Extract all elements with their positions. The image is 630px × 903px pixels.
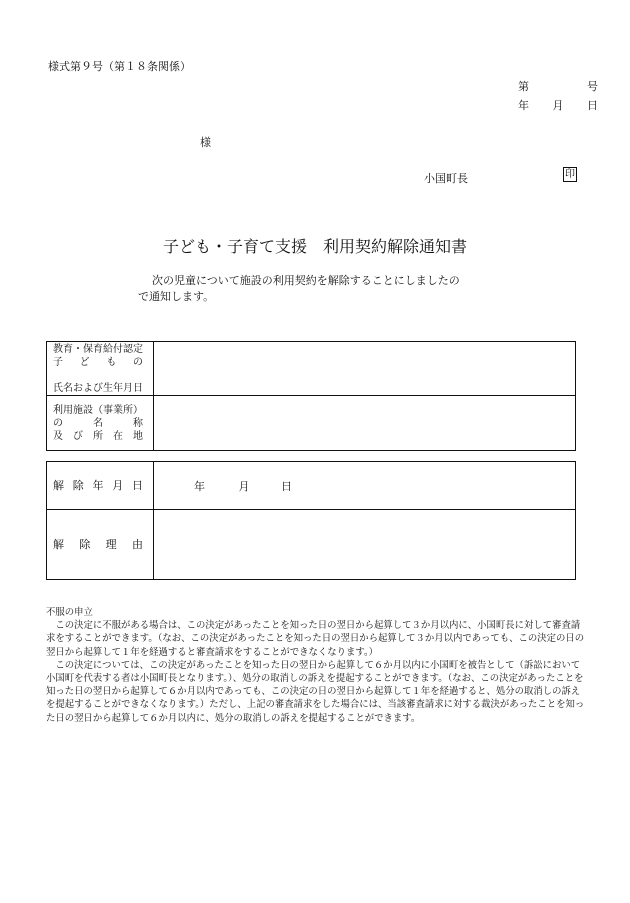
appeal-notice: [46, 606, 586, 725]
child-facility-table: [46, 341, 576, 451]
form-number: 様式第９号（第１８条関係）: [48, 60, 191, 73]
intro-line-1: 次の児童について施設の利用契約を解除することにしましたの: [152, 274, 460, 287]
intro-line-2: で通知します。: [138, 290, 215, 303]
document-title: 子ども・子育て支援 利用契約解除通知書: [162, 237, 467, 256]
cancel-date-label-cell: 解 除 年 月 日: [47, 462, 154, 510]
doc-no-label: 第: [518, 80, 529, 93]
issuer: 小国町長: [424, 172, 468, 185]
appeal-paragraph-2: この決定については、この決定があったことを知った日の翌日から起算して６か月以内に小国町を被告として（訴訟において小国町を代表する者は小国町長となります。）、処分の取消しの訴えを提起することができます。（なお、この決定があったことを知った日の翌日から起算して６か月以内であっても、この決定の日の翌日から起算して１年を経過すると、処分の取消しの訴えを提起することができなくなります。）ただし、上記の審査請求をした場合には、当該審査請求に対する裁決があったことを知った日の翌日から起算して６か月以内に、処分の取消しの訴えを提起することができます。: [46, 659, 585, 724]
cancel-month-unit: 月: [238, 479, 250, 493]
facility-label-line-1: 利用施設（事業所）: [53, 404, 143, 416]
child-label-line-2: 子 ど も の: [53, 356, 143, 368]
child-label-line-3: 氏名および生年月日: [53, 382, 143, 394]
appeal-paragraph-1: この決定に不服がある場合は、この決定があったことを知った日の翌日から起算して３か月以内に、小国町長に対して審査請求をすることができます。（なお、この決定があったことを知った日の翌日から起算して３か月以内であっても、この決定の日の翌日から起算して１年を経過すると審査請求をすることができなくなります。）: [46, 620, 585, 658]
document-number: [518, 78, 598, 94]
cancel-day-unit: 日: [281, 479, 292, 493]
document-date: [518, 97, 598, 113]
child-label-cell: [47, 342, 154, 396]
cancel-reason-field[interactable]: [154, 510, 576, 580]
cancel-date-field[interactable]: [154, 462, 576, 510]
cancel-year-unit: 年: [194, 479, 205, 493]
doc-no-suffix: 号: [587, 80, 598, 93]
appeal-heading: 不服の申立: [46, 607, 93, 618]
date-day: 日: [587, 99, 598, 112]
date-year: 年: [518, 99, 529, 112]
facility-name-address-field[interactable]: [154, 396, 576, 451]
date-month: 月: [552, 99, 564, 112]
child-name-birthdate-field[interactable]: [154, 342, 576, 396]
cancel-reason-label-cell: 解 除 理 由: [47, 510, 154, 580]
cancellation-table: [46, 461, 576, 580]
seal-mark: 印: [565, 169, 575, 180]
facility-label-line-2: の 名 称: [53, 417, 143, 429]
facility-label-cell: [47, 396, 154, 451]
facility-label-line-3: 及 び 所 在 地: [53, 430, 143, 442]
addressee-suffix: 様: [200, 136, 211, 149]
child-label-line-1: 教育・保育給付認定: [53, 343, 143, 355]
